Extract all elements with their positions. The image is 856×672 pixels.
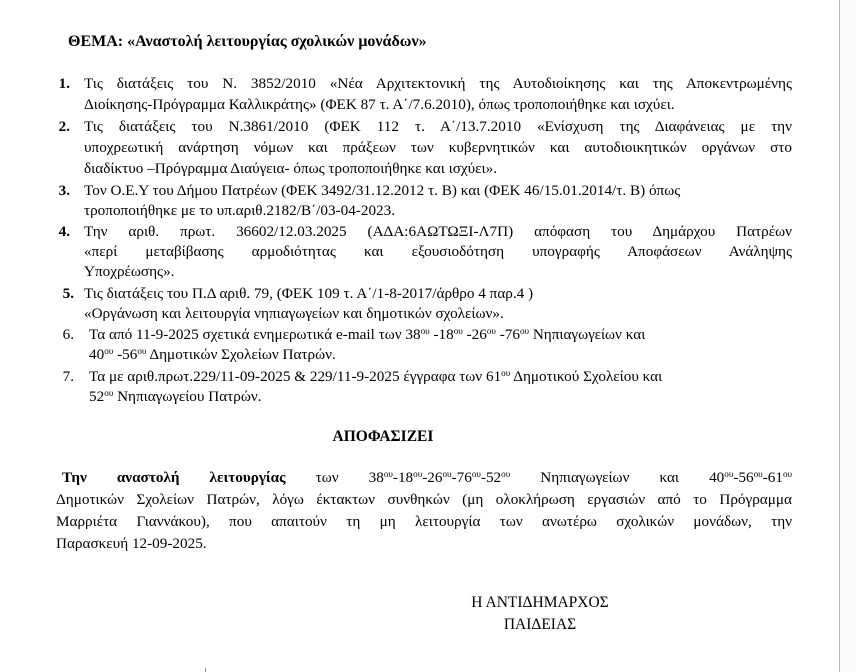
decision-heading	[0, 428, 856, 446]
item-line: Τον Ο.Ε.Υ του Δήμου Πατρέων (ΦΕΚ 3492/31.12.2012 τ. Β) και (ΦΕΚ 46/15.01.2014/τ. Β) όπως	[84, 182, 681, 199]
item-line	[89, 345, 336, 366]
item-line: Τις διατάξεις του Ν.3861/2010 (ΦΕΚ 112 τ. Α΄/13.7.2010 «Ενίσχυση της Διαφάνειας με την	[84, 118, 792, 135]
text-run: -76	[495, 326, 520, 343]
decision-line: Παρασκευή 12-09-2025.	[56, 535, 207, 552]
decision-lead: Την αναστολή λειτουργίας	[62, 469, 286, 486]
decision-heading-text: ΑΠΟΦΑΣΙΖΕΙ	[332, 428, 434, 445]
ordinal-suffix: ου	[104, 387, 114, 398]
item-line: Υποχρέωσης».	[84, 263, 175, 280]
item-line: Διοίκησης-Πρόγραμμα Καλλικράτης» (ΦΕΚ 87 τ. Α΄/7.6.2010), όπως τροποποιήθηκε και ισχύει.	[84, 96, 675, 113]
item-line	[89, 367, 662, 388]
item-number: 1.	[58, 75, 70, 92]
ordinal-suffix: ου	[413, 468, 423, 479]
text-run: -76	[451, 469, 472, 486]
ordinal-suffix: ου	[501, 367, 511, 378]
text-run: Νηπιαγωγείου Πατρών.	[113, 388, 262, 405]
subject-label: ΘΕΜΑ	[68, 33, 118, 50]
text-run: -61	[762, 469, 783, 486]
ordinal-suffix: ου	[137, 345, 147, 356]
item-number: 3.	[58, 182, 70, 199]
ordinal-suffix: ου	[442, 468, 452, 479]
item-line: Τις διατάξεις του Π.Δ αριθ. 79, (ΦΕΚ 109 τ. Α΄/1-8-2017/άρθρο 4 παρ.4 )	[84, 285, 534, 302]
item-line: υποχρεωτική ανάρτηση νόμων και πράξεων των κυβερνητικών και αυτοδιοικητικών οργάνων στο	[84, 139, 792, 156]
text-run: Τα από 11-9-2025 σχετικά ενημερωτικά e-mail των 38	[89, 326, 421, 343]
decision-line: Δημοτικών Σχολείων Πατρών, λόγω έκτακτων συνθηκών (μη ολοκλήρωση εργασιών από το Πρόγραμμα	[56, 491, 792, 508]
item-number: 5.	[62, 285, 74, 302]
item-line: Τις διατάξεις του Ν. 3852/2010 «Νέα Αρχιτεκτονική της Αυτοδιοίκησης και της Αποκεντρωμένης	[84, 75, 792, 92]
signature-department: ΠΑΙΔΕΙΑΣ	[503, 616, 577, 633]
signature-title: Η ΑΝΤΙΔΗΜΑΡΧΟΣ	[471, 594, 609, 611]
ordinal-suffix: ου	[453, 325, 463, 336]
ordinal-suffix: ου	[782, 468, 793, 479]
item-line	[89, 387, 262, 408]
ordinal-suffix: ου	[486, 325, 496, 336]
page-bottom-mark	[205, 668, 206, 672]
window-scroll-strip[interactable]	[840, 0, 856, 672]
text-run: Νηπιαγωγείων και 40	[510, 469, 725, 486]
ordinal-suffix: ου	[519, 325, 530, 336]
subject-text: : «Αναστολή λειτουργίας σχολικών μονάδων»	[117, 33, 427, 50]
ordinal-suffix: ου	[501, 468, 511, 479]
text-run: -56	[733, 469, 754, 486]
item-number: 7.	[62, 368, 74, 385]
item-line: Την αριθ. πρωτ. 36602/12.03.2025 (ΑΔΑ:6ΑΩΤΩΞΙ-Λ7Π) απόφαση του Δημάρχου Πατρέων	[84, 223, 792, 240]
ordinal-suffix: ου	[420, 325, 430, 336]
item-line: διαδίκτυο –Πρόγραμμα Διαύγεια- όπως τροποποιήθηκε και ισχύει».	[84, 160, 498, 177]
text-run: -52	[480, 469, 502, 486]
ordinal-suffix: ου	[104, 345, 114, 356]
item-number: 6.	[62, 326, 74, 343]
text-run: 40	[89, 346, 105, 363]
decision-line: Μαρριέτα Γιαννάκου), που απαιτούν τη μη λειτουργία των ανωτέρω σχολικών μονάδων, την	[56, 513, 792, 530]
text-run: Νηπιαγωγείων και	[529, 326, 646, 343]
text-run: Δημοτικού Σχολείου και	[510, 368, 663, 385]
ordinal-suffix: ου	[471, 468, 481, 479]
text-run: των 38	[285, 469, 384, 486]
item-line	[89, 325, 645, 346]
document-subject	[68, 33, 427, 51]
text-run: Τα με αριθ.πρωτ.229/11-09-2025 & 229/11-9-2025 έγγραφα των 61	[89, 368, 502, 385]
item-number: 2.	[58, 118, 70, 135]
text-run: -26	[462, 326, 487, 343]
text-run: Δημοτικών Σχολείων Πατρών.	[146, 346, 336, 363]
text-run: -18	[429, 326, 454, 343]
decision-line	[56, 467, 792, 489]
text-run: 52	[89, 388, 105, 405]
item-number: 4.	[58, 223, 70, 240]
text-run: -56	[113, 346, 138, 363]
ordinal-suffix: ου	[753, 468, 763, 479]
ordinal-suffix: ου	[724, 468, 734, 479]
item-line: «Οργάνωση και λειτουργία νηπιαγωγείων και δημοτικών σχολείων».	[84, 305, 504, 322]
text-run: -26	[422, 469, 443, 486]
item-line: «περί μεταβίβασης αρμοδιότητας και εξουσιοδότηση υπογραφής Αποφάσεων Ανάληψης	[84, 243, 792, 260]
text-run: -18	[392, 469, 414, 486]
ordinal-suffix: ου	[383, 468, 393, 479]
item-line: τροποποιήθηκε με το υπ.αριθ.2182/Β΄/03-04-2023.	[84, 202, 396, 219]
